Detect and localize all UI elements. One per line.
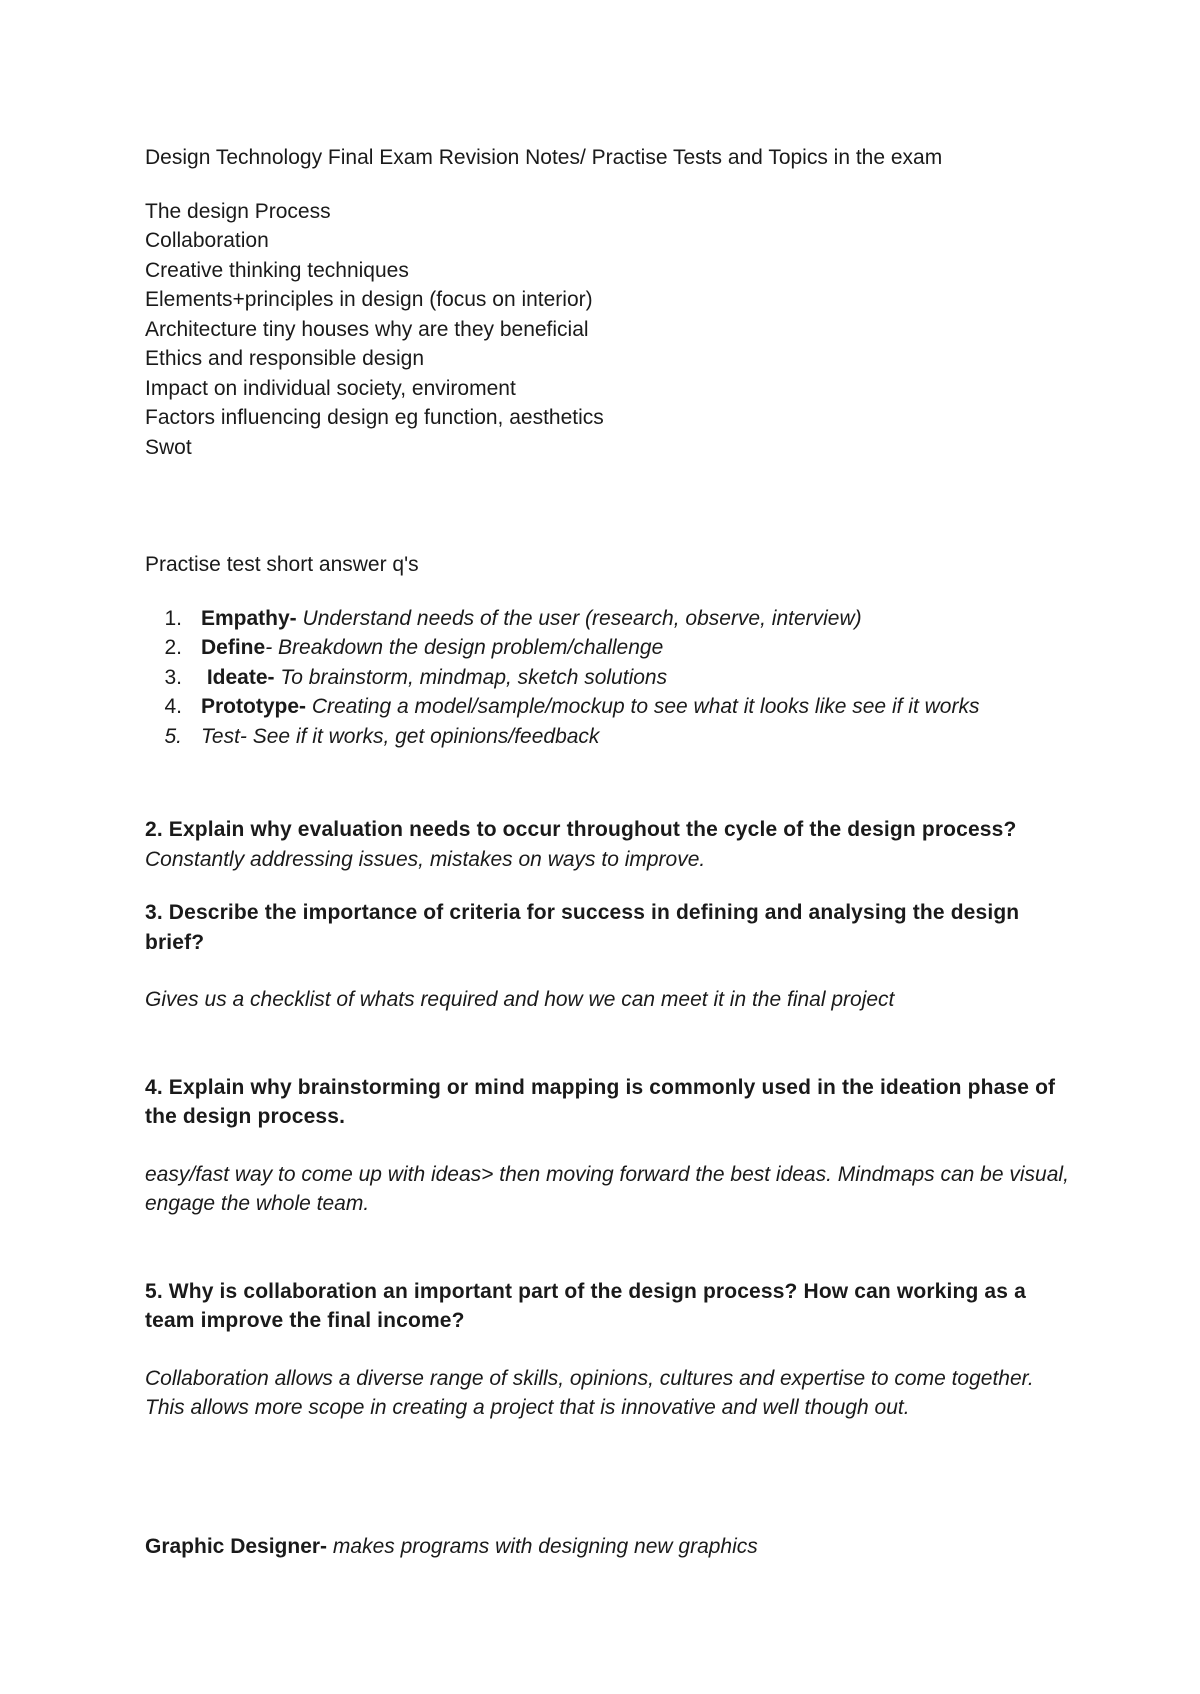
topic-item: Swot (145, 435, 192, 459)
topic-item: Impact on individual society, enviroment (145, 376, 516, 400)
answer-text: Gives us a checklist of whats required and how we can meet it in the final project (145, 988, 895, 1011)
topic-item: Ethics and responsible design (145, 347, 425, 370)
topic-item: The design Process (145, 199, 331, 223)
answer-text: Collaboration allows a diverse range of skills, opinions, cultures and expertise to come together. This allows more scope in creating a project that is innovative and well though out. (145, 1366, 1034, 1419)
question-text: 5. Why is collaboration an important part of the design process? How can working as a team improve the final income? (145, 1279, 1026, 1332)
answer-text: Constantly addressing issues, mistakes on ways to improve. (145, 847, 706, 871)
question-text: 4. Explain why brainstorming or mind mapping is commonly used in the ideation phase of the design process. (145, 1075, 1056, 1128)
step-desc: - Breakdown the design problem/challenge (265, 636, 664, 659)
document-title: Design Technology Final Exam Revision Notes/ Practise Tests and Topics in the exam (145, 146, 943, 169)
step-term: Prototype- (201, 695, 306, 718)
step-desc: Test- See if it works, get opinions/feedback (201, 724, 600, 748)
question-block (145, 1073, 1075, 1219)
step-term: Define (201, 636, 266, 659)
question-block (145, 898, 1075, 1015)
step-number: 4. (164, 695, 182, 718)
step-desc: Understand needs of the user (research, observe, interview) (296, 606, 862, 630)
step-item (145, 604, 1075, 634)
step-desc: To brainstorm, mindmap, sketch solutions (274, 665, 668, 689)
step-number: 5. (164, 724, 182, 748)
question-block (145, 815, 1075, 874)
question-text: 3. Describe the importance of criteria for success in defining and analysing the design brief? (145, 901, 1020, 954)
role-desc: makes programs with designing new graphics (327, 1534, 758, 1558)
step-number: 1. (164, 606, 182, 630)
step-item (145, 633, 1075, 663)
step-item (145, 722, 1075, 752)
topic-list (145, 197, 1075, 463)
topic-item: Creative thinking techniques (145, 258, 409, 282)
step-term: Empathy- (201, 606, 297, 630)
role-definition (145, 1532, 1075, 1562)
step-number: 3. (164, 665, 182, 689)
design-steps-list (145, 604, 1075, 752)
topic-item: Factors influencing design eg function, aesthetics (145, 406, 604, 429)
question-text: 2. Explain why evaluation needs to occur throughout the cycle of the design process? (145, 818, 1017, 841)
question-block (145, 1277, 1075, 1423)
step-term: Ideate- (201, 665, 275, 689)
topic-item: Architecture tiny houses why are they beneficial (145, 317, 589, 341)
document-page (145, 143, 1075, 1582)
practise-heading: Practise test short answer q's (145, 553, 419, 576)
step-item (145, 692, 1075, 722)
topic-item: Collaboration (145, 229, 269, 252)
role-term: Graphic Designer- (145, 1534, 328, 1558)
topic-item: Elements+principles in design (focus on interior) (145, 288, 593, 311)
step-item (145, 663, 1075, 693)
answer-text: easy/fast way to come up with ideas> then moving forward the best ideas. Mindmaps can be visual, engage the whole team. (145, 1162, 1069, 1215)
step-number: 2. (164, 636, 182, 659)
step-desc: Creating a model/sample/mockup to see what it looks like see if it works (306, 695, 980, 718)
